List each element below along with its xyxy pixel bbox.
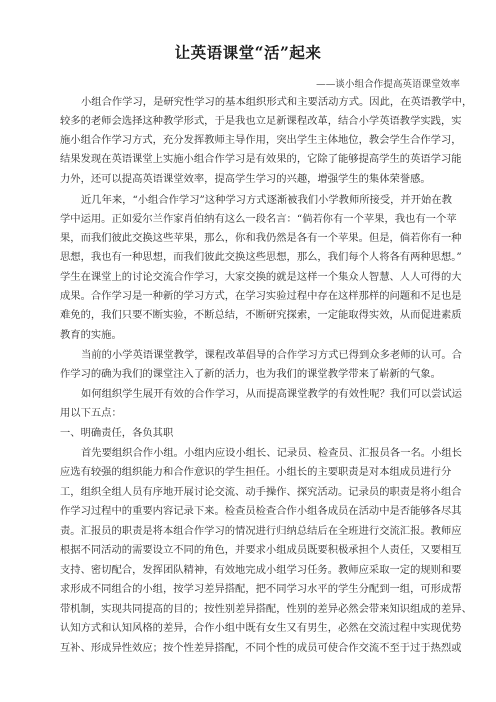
paragraph-line: 思想，我也有一种思想，而我们彼此交换这些思想，那么，我们每个人将各有两种思想。” (60, 251, 462, 263)
paragraph-line: 如何组织学生展开有效的合作学习，从而提高课堂教学的有效性呢？我们可以尝试运 (81, 388, 462, 400)
paragraph-line: 较多的老师会选择这种教学形式，于是我也立足新课程改革，结合小学英语教学实践，实 (60, 115, 462, 127)
paragraph-line: 带机制，实现共同提高的目的；按性别差异搭配，性别的差异必然会带来知识组成的差异、 (60, 603, 472, 615)
paragraph-line: 认知方式和认知风格的差异，合作小组中既有女生又有男生，必然在交流过程中实现优势 (60, 622, 462, 634)
paragraph-line: 学中运用。正如爱尔兰作家肖伯纳有这么一段名言：“倘若你有一个苹果，我也有一个苹 (60, 213, 457, 225)
paragraph-line: 用以下五点： (60, 407, 122, 419)
paragraph-line: 责。汇报员的职责是将本组合作学习的情况进行归纳总结后在全班进行交流汇报。教师应 (60, 525, 462, 537)
section-heading: 一、明确责任，各负其职 (60, 427, 174, 439)
paragraph-line: 首先要组织合作小组。小组内应设小组长、记录员、检查员、汇报员各一名。小组长 (81, 447, 462, 459)
paragraph-line: 作学习的确为我们的课堂注入了新的活力，也为我们的课堂教学带来了崭新的气象。 (60, 368, 441, 380)
paragraph-line: 根据不同活动的需要设立不同的角色，并要求小组成员既要积极承担个人责任，又要相互 (60, 544, 462, 556)
paragraph-line: 力外，还可以提高英语课堂效率，提高学生学习的兴趣，增强学生的集体荣誉感。 (60, 173, 431, 185)
paragraph-line: 当前的小学英语课堂教学，课程改革倡导的合作学习方式已得到众多老师的认可。合 (81, 349, 462, 361)
document-subtitle: ——谈小组合作提高英语课堂效率 (316, 79, 460, 90)
document-title: 让英语课堂“活”起来 (174, 43, 322, 62)
paragraph-line: 结果发现在英语课堂上实施小组合作学习是有效果的，它除了能够提高学生的英语学习能 (60, 153, 462, 165)
paragraph-line: 求形成不同组合的小组，按学习差异搭配，把不同学习水平的学生分配到一组，可形成帮 (60, 583, 462, 595)
paragraph-line: 近几年来，“小组合作学习”这种学习方式逐渐被我们小学教师所接受，并开始在教 (81, 194, 452, 206)
paragraph-line: 作学习过程中的重要内容记录下来。检查员检查合作小组各成员在活动中是否能够各尽其 (60, 505, 462, 517)
paragraph-line: 应选有较强的组织能力和合作意识的学生担任。小组长的主要职责是对本组成员进行分 (60, 466, 452, 478)
paragraph-line: 教育的实施。 (60, 329, 122, 341)
paragraph-line: 工，组织全组人员有序地开展讨论交流、动手操作、探究活动。记录员的职责是将小组合 (60, 486, 462, 498)
paragraph-line: 小组合作学习，是研究性学习的基本组织形式和主要活动方式。因此，在英语教学中， (81, 96, 473, 108)
paragraph-line: 果，而我们彼此交换这些苹果，那么，你和我仍然是各有一个苹果。但是，倘若你有一种 (60, 232, 462, 244)
paragraph-line: 难免的，我们只要不断实验，不断总结，不断研究探索，一定能取得实效，从而促进素质 (60, 309, 462, 321)
paragraph-line: 互补、形成异性效应；按个性差异搭配，不同个性的成员可使合作交流不至于过于热烈或 (60, 642, 462, 654)
paragraph-line: 学生在课堂上的讨论交流合作学习，大家交换的就是这样一个集众人智慧、人人可得的大 (60, 271, 462, 283)
paragraph-line: 施小组合作学习方式，充分发挥教师主导作用，突出学生主体地位，教会学生合作学习， (60, 134, 462, 146)
paragraph-line: 成果。合作学习是一种新的学习方式，在学习实验过程中存在这样那样的问题和不足也是 (60, 290, 462, 302)
paragraph-line: 支持、密切配合，发挥团队精神，有效地完成小组学习任务。教师应采取一定的规则和要 (60, 564, 462, 576)
